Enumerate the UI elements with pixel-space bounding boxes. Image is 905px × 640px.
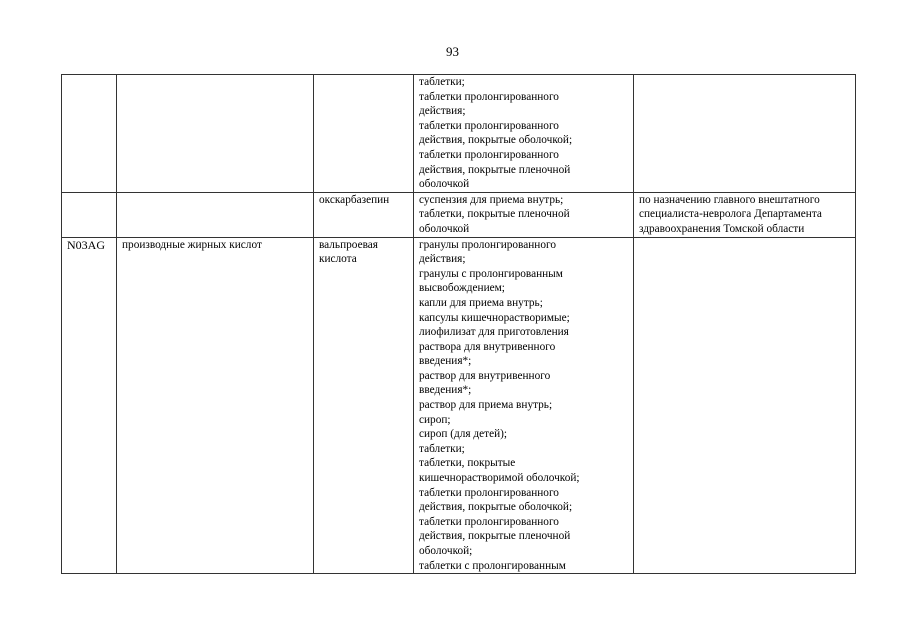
- dosage-form-line: раствора для внутривенного: [419, 340, 556, 353]
- dosage-form-line: гранулы пролонгированного: [419, 238, 556, 251]
- group-name: производные жирных кислот: [122, 238, 262, 251]
- dosage-form-line: действия, покрытые пленочной: [419, 163, 571, 176]
- table-row: [62, 192, 856, 237]
- note-cell: [634, 237, 856, 574]
- drug-table: [61, 74, 856, 574]
- dosage-form-line: кишечнорастворимой оболочкой;: [419, 472, 580, 485]
- dosage-form-line: оболочкой: [419, 222, 470, 235]
- dosage-form-line: капсулы кишечнорастворимые;: [419, 311, 570, 324]
- dosage-form-line: сироп;: [419, 413, 451, 426]
- dosage-form-line: введения*;: [419, 384, 472, 397]
- substance-cell: [314, 237, 414, 574]
- table-row: [62, 237, 856, 574]
- dosage-form-line: действия, покрытые оболочкой;: [419, 501, 573, 514]
- dosage-form-line: раствор для приема внутрь;: [419, 399, 553, 412]
- dosage-form-line: таблетки, покрытые: [419, 457, 516, 470]
- dosage-form-line: гранулы с пролонгированным: [419, 267, 563, 280]
- dosage-form-line: действия;: [419, 105, 466, 118]
- dosage-form-line: сироп (для детей);: [419, 428, 508, 441]
- dosage-form-line: таблетки пролонгированного: [419, 515, 559, 528]
- group-cell: [117, 75, 314, 193]
- dosage-form-line: суспензия для приема внутрь;: [419, 193, 564, 206]
- note-line: по назначению главного внештатного: [639, 193, 820, 206]
- dosage-form-line: таблетки, покрытые пленочной: [419, 208, 570, 221]
- dosage-form-line: лиофилизат для приготовления: [419, 326, 569, 339]
- atc-code-cell: [62, 237, 117, 574]
- substance-cell: [314, 192, 414, 237]
- dosage-form-line: капли для приема внутрь;: [419, 296, 543, 309]
- dosage-form-line: высвобождением;: [419, 282, 505, 295]
- page-number: 93: [446, 44, 459, 59]
- dosage-forms-cell: [414, 192, 634, 237]
- dosage-form-line: оболочкой;: [419, 545, 473, 557]
- dosage-form-line: действия, покрытые пленочной: [419, 530, 571, 543]
- substance-name: кислота: [319, 253, 357, 266]
- dosage-form-line: таблетки пролонгированного: [419, 90, 559, 103]
- group-cell: [117, 237, 314, 574]
- atc-code: N03AG: [67, 237, 105, 252]
- note-cell: [634, 75, 856, 193]
- atc-code-cell: [62, 192, 117, 237]
- dosage-form-line: таблетки пролонгированного: [419, 119, 559, 132]
- atc-code-cell: [62, 75, 117, 193]
- dosage-form-line: введения*;: [419, 355, 472, 368]
- table-row: [62, 75, 856, 193]
- substance-cell: [314, 75, 414, 193]
- dosage-form-line: таблетки пролонгированного: [419, 486, 559, 499]
- dosage-forms-cell: [414, 75, 634, 193]
- note-line: специалиста-невролога Департамента: [639, 208, 822, 221]
- dosage-forms-cell: [414, 237, 634, 574]
- group-cell: [117, 192, 314, 237]
- note-cell: [634, 192, 856, 237]
- dosage-form-line: таблетки;: [419, 442, 465, 455]
- note-line: здравоохранения Томской области: [639, 222, 805, 235]
- dosage-form-line: действия;: [419, 253, 466, 266]
- dosage-form-line: таблетки пролонгированного: [419, 148, 559, 161]
- substance-name: вальпроевая: [319, 238, 378, 251]
- dosage-form-line: действия, покрытые оболочкой;: [419, 134, 573, 147]
- dosage-form-line: таблетки;: [419, 76, 465, 88]
- substance-name: окскарбазепин: [319, 193, 390, 206]
- dosage-form-line: раствор для внутривенного: [419, 369, 551, 382]
- dosage-form-line: оболочкой: [419, 178, 470, 191]
- dosage-form-line: таблетки с пролонгированным: [419, 559, 566, 572]
